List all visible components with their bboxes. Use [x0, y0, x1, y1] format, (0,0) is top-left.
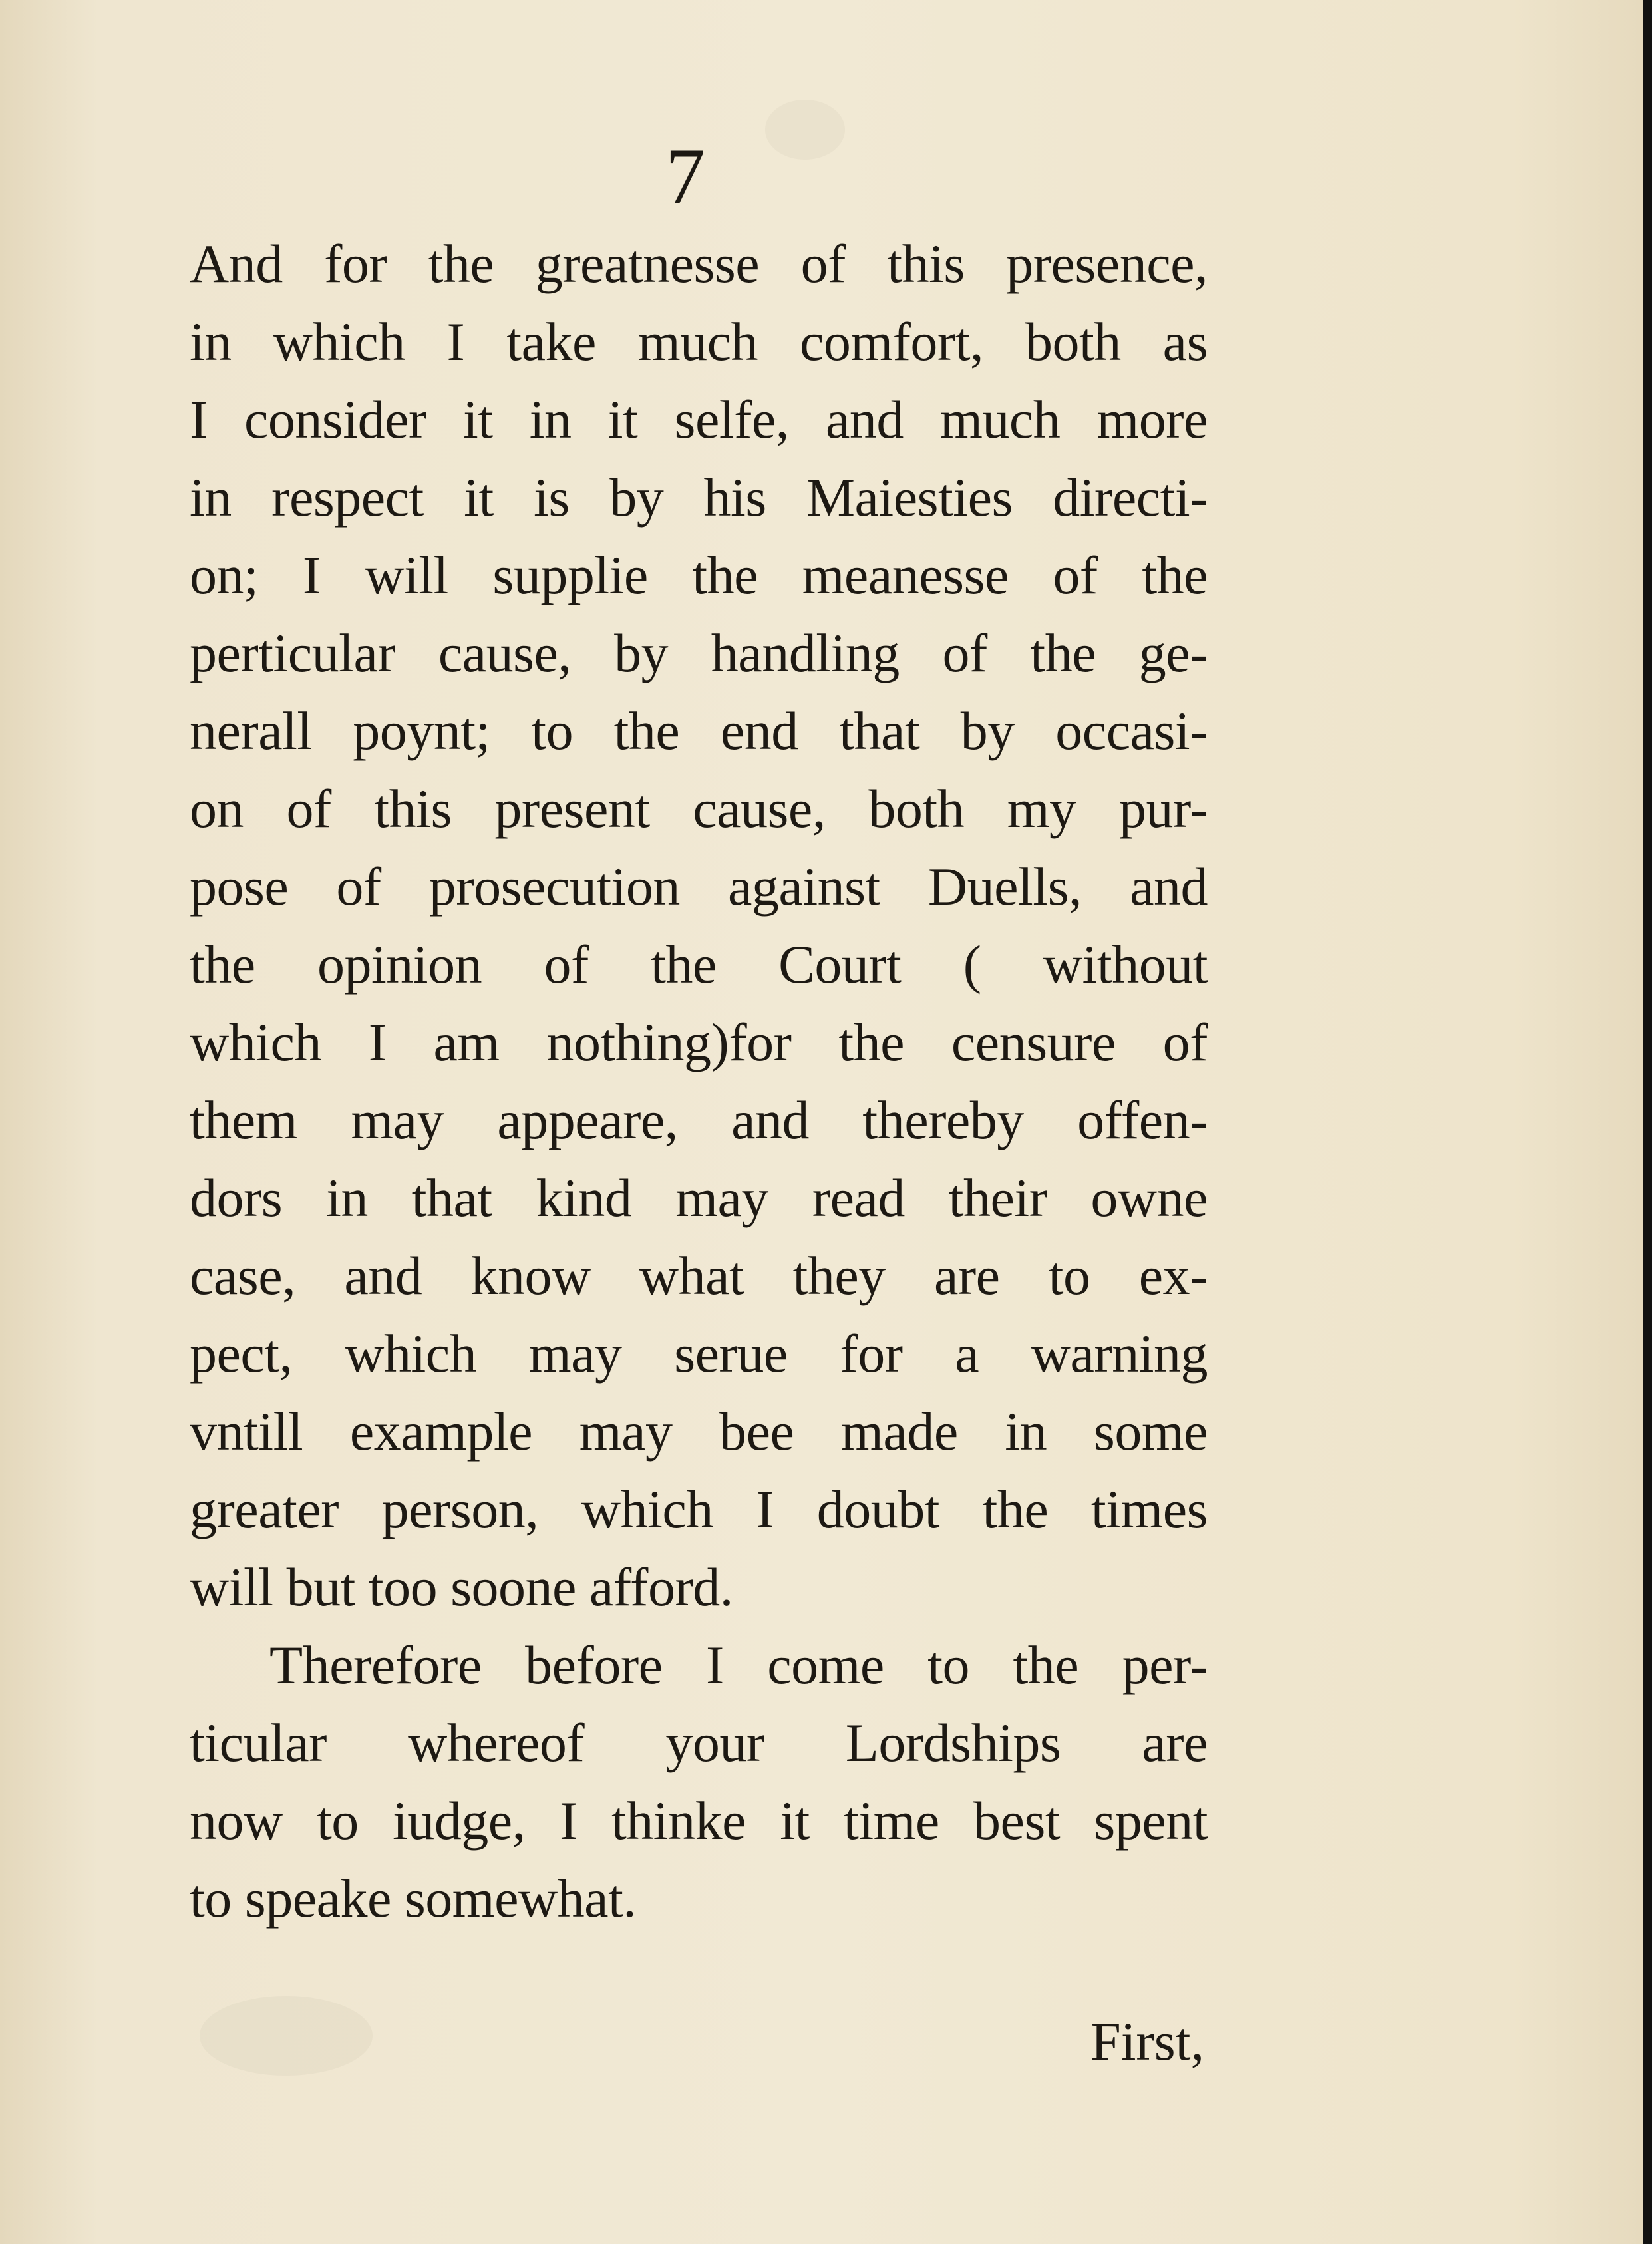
text-line: greater person, which I doubt the times	[190, 1479, 1208, 1539]
text-line: which I am nothing)for the censure of	[190, 1012, 1208, 1072]
spine-shadow	[1643, 0, 1652, 2244]
body-text	[190, 225, 1208, 1937]
paragraph-first-line: Therefore before I come to the per-	[269, 1635, 1208, 1695]
text-line: dors in that kind may read their owne	[190, 1168, 1208, 1228]
catchword: First,	[1090, 2011, 1204, 2072]
text-line: nerall poynt; to the end that by occasi-	[190, 701, 1208, 761]
text-line: perticular cause, by handling of the ge-	[190, 623, 1208, 683]
text-line: case, and know what they are to ex-	[190, 1245, 1208, 1306]
text-line: pose of prosecution against Duells, and	[190, 856, 1208, 917]
text-line: now to iudge, I thinke it time best spent	[190, 1790, 1208, 1851]
text-line: vntill example may bee made in some	[190, 1401, 1208, 1462]
text-line: on; I will supplie the meanesse of the	[190, 545, 1208, 605]
text-line: to speake somewhat.	[190, 1868, 637, 1929]
text-line: on of this present cause, both my pur-	[190, 778, 1208, 839]
page-stain	[765, 100, 845, 160]
text-line: will but too soone afford.	[190, 1557, 733, 1617]
text-line: And for the greatnesse of this presence,	[190, 234, 1208, 294]
text-line: ticular whereof your Lordships are	[190, 1712, 1208, 1773]
text-line: in which I take much comfort, both as	[190, 311, 1208, 372]
text-line: the opinion of the Court ( without	[190, 934, 1208, 995]
text-line: in respect it is by his Maiesties directi-	[190, 467, 1208, 528]
page-stain	[200, 1996, 373, 2076]
text-line: I consider it in it selfe, and much more	[190, 389, 1208, 450]
text-line: pect, which may serue for a warning	[190, 1323, 1208, 1384]
page-number: 7	[665, 132, 705, 220]
text-line: them may appeare, and thereby offen-	[190, 1090, 1208, 1150]
